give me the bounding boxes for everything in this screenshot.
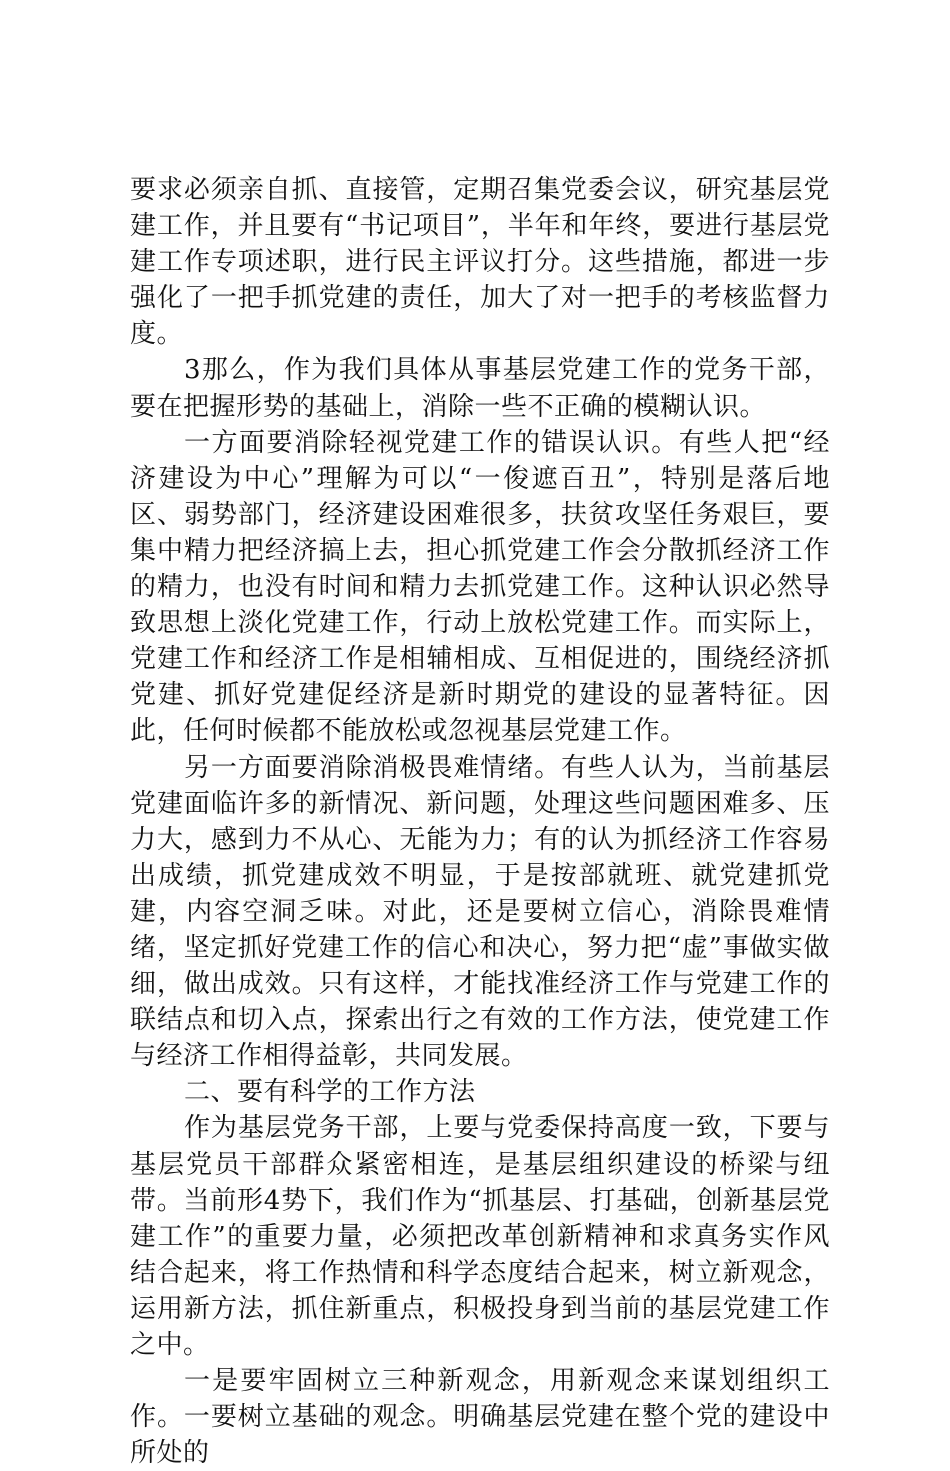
paragraph: 一是要牢固树立三种新观念，用新观念来谋划组织工作。一要树立基础的观念。明确基层党建在整个党的建设中所处的 — [130, 1366, 830, 1469]
paragraph: 3那么，作为我们具体从事基层党建工作的党务干部，要在把握形势的基础上，消除一些不正确的模糊认识。 — [130, 355, 830, 422]
document-page — [130, 172, 830, 1471]
paragraph: 要求必须亲自抓、直接管，定期召集党委会议，研究基层党建工作，并且要有“书记项目”，半年和年终，要进行基层党建工作专项述职，进行民主评议打分。这些措施，都进一步强化了一把手抓党建的责任，加大了对一把手的考核监督力度。 — [130, 175, 830, 350]
section-heading: 二、要有科学的工作方法 — [184, 1077, 476, 1108]
paragraph: 另一方面要消除消极畏难情绪。有些人认为，当前基层党建面临许多的新情况、新问题，处理这些问题困难多、压力大，感到力不从心、无能为力；有的认为抓经济工作容易出成绩，抓党建成效不明显，于是按部就班、就党建抓党建，内容空洞乏味。对此，还是要树立信心，消除畏难情绪，坚定抓好党建工作的信心和决心，努力把“虚”事做实做细，做出成效。只有这样，才能找准经济工作与党建工作的联结点和切入点，探索出行之有效的工作方法，使党建工作与经济工作相得益彰，共同发展。 — [130, 752, 830, 1072]
paragraph: 一方面要消除轻视党建工作的错误认识。有些人把“经济建设为中心”理解为可以“一俊遮百丑”，特别是落后地区、弱势部门，经济建设困难很多，扶贫攻坚任务艰巨，要集中精力把经济搞上去，担心抓党建工作会分散抓经济工作的精力，也没有时间和精力去抓党建工作。这种认识必然导致思想上淡化党建工作，行动上放松党建工作。而实际上，党建工作和经济工作是相辅相成、互相促进的，围绕经济抓党建、抓好党建促经济是新时期党的建设的显著特征。因此，任何时候都不能放松或忽视基层党建工作。 — [130, 427, 830, 747]
paragraph: 作为基层党务干部，上要与党委保持高度一致，下要与基层党员干部群众紧密相连，是基层组织建设的桥梁与纽带。当前形4势下，我们作为“抓基层、打基础，创新基层党建工作”的重要力量，必须把改革创新精神和求真务实作风结合起来，将工作热情和科学态度结合起来，树立新观念，运用新方法，抓住新重点，积极投身到当前的基层党建工作之中。 — [130, 1113, 830, 1360]
